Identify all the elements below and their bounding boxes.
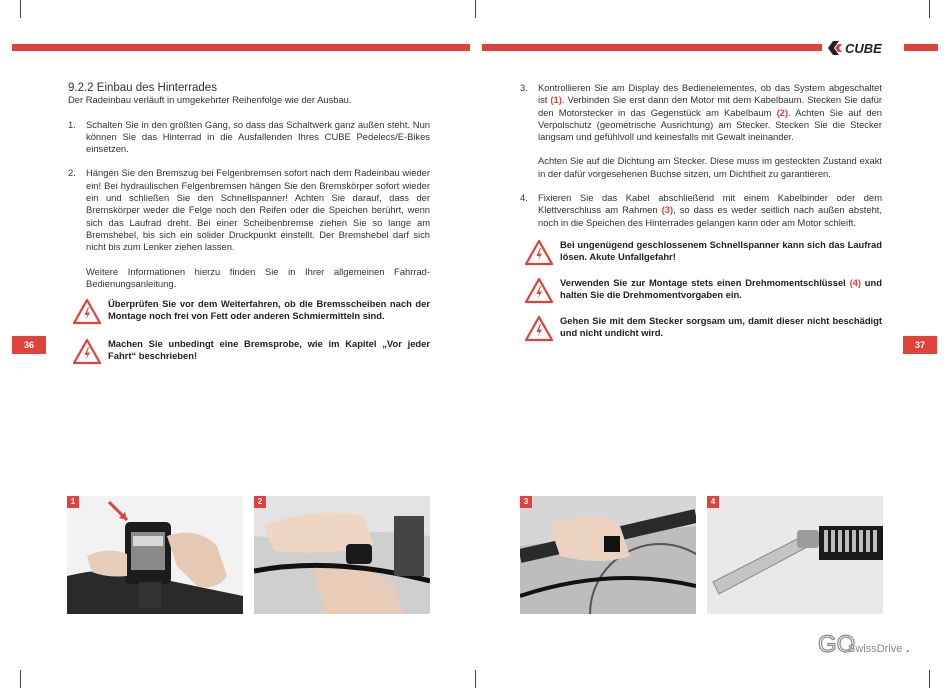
step-text: Schalten Sie in den größten Gang, so dass das Schaltwerk ganz außen steht. Nun können Sie das Hinterrad in die Ausfallenden Ihres CUBE Pedelecs/E-Bikes einsetzen. — [86, 118, 430, 155]
photo-number: 4 — [707, 496, 719, 508]
step-text: . Achten Sie auf den Verpolschutz (geometrische Ausrichtung) am Stecker. Stecken Sie die Stecker langsam und gefühlvoll und keinesfalls mit Gewalt ineinander. — [538, 106, 883, 143]
photo-connector-plug — [254, 496, 430, 614]
warning-text: Machen Sie unbedingt eine Bremsprobe, wie im Kapitel „Vor jeder Fahrt“ beschrieben! — [108, 338, 430, 362]
photo-cable-frame — [520, 496, 696, 614]
step-text: , so dass es weder seitlich nach außen absteht, noch in die Speichen des Hinterrades gelangen kann oder am Motor schleift. — [538, 204, 882, 228]
warning-triangle-icon — [524, 277, 554, 304]
step-number: 1. — [68, 118, 76, 130]
warning-5 — [520, 315, 882, 349]
right-column — [520, 82, 882, 349]
step-number: 3. — [520, 82, 528, 93]
warning-text: Überprüfen Sie vor dem Weiterfahren, ob die Bremsscheiben nach der Montage noch frei von Fett oder anderen Schmiermitteln sind. — [108, 298, 430, 322]
page-number-right: 37 — [903, 336, 937, 354]
intro-text: Der Radeinbau verläuft in umgekehrter Reihenfolge wie der Ausbau. — [68, 94, 352, 106]
step-text: Hängen Sie den Bremszug bei Felgenbremsen sofort nach dem Radeinbau wieder ein! Bei hydraulischen Felgenbremsen hängen Sie den Bremskörper sofort wieder ein und schließen Sie den Schnellspanner! Achten Sie darauf, dass der Bremskörper weder die Felge noch den Reifen oder die Speichen berührt, wenn sich das Laufrad dreht. Bei einer Scheibenbremse ziehen Sie so lange am Bremshebel, bis sich ein solider Druckpunkt einstellt. Der Bremshebel darf sich nicht bis zum Lenker ziehen lassen. — [86, 167, 430, 253]
ref-number: (3) — [661, 204, 674, 216]
header-bar-right — [482, 44, 822, 51]
photo-number: 3 — [520, 496, 532, 508]
warning-triangle-icon — [72, 338, 102, 365]
step-4 — [520, 192, 882, 229]
section-heading: 9.2.2 Einbau des Hinterrades — [68, 82, 217, 94]
warning-1 — [68, 298, 430, 332]
warning-triangle-icon — [524, 315, 554, 342]
go-logo-text: SwissDrive — [848, 643, 903, 655]
step-1 — [68, 119, 430, 156]
step-text: Kontrollieren Sie am Display des Bedienelementes, ob das System abgeschaltet ist — [538, 82, 882, 106]
header-bar-left — [12, 44, 470, 51]
cube-logo-text: CUBE — [845, 41, 882, 56]
note-text: Weitere Informationen hierzu finden Sie in Ihrer allgemeinen Fahrrad-Bedienungsanleitung. — [86, 265, 430, 289]
warning-3 — [520, 239, 882, 273]
warning-2 — [68, 338, 430, 372]
step-number: 4. — [520, 192, 528, 204]
page-number-left: 36 — [12, 336, 46, 354]
ref-number: (1) — [550, 94, 562, 106]
left-column — [68, 82, 430, 372]
go-logo-mark: GO — [818, 631, 856, 658]
warning-triangle-icon — [524, 239, 554, 266]
go-swissdrive-logo — [818, 628, 914, 658]
warning-text: Gehen Sie mit dem Stecker sorgsam um, damit dieser nicht beschädigt und nicht undicht wird. — [560, 314, 882, 339]
photo-display-unit — [67, 496, 243, 614]
step-text: . Verbinden Sie erst dann den Motor mit dem Kabelbaum. Stecken Sie dafür den Motorstecker in das Gegenstück am Kabelbaum — [538, 94, 882, 118]
crop-mark — [929, 670, 930, 688]
photo-number: 2 — [254, 496, 266, 508]
header-bar-end — [904, 44, 938, 51]
warning-text: und halten Sie die Drehmomentvorgaben ein. — [560, 276, 882, 301]
step-text: Fixieren Sie das Kabel abschließend mit einem Kabelbinder oder dem Klettverschluss am Rahmen — [538, 192, 882, 216]
crop-mark — [20, 670, 21, 688]
ref-number: (2) — [776, 106, 789, 118]
warning-triangle-icon — [72, 298, 102, 325]
photo-torque-wrench — [707, 496, 883, 614]
warning-4 — [520, 277, 882, 311]
step3-note: Achten Sie auf die Dichtung am Stecker. Diese muss im gesteckten Zustand exakt in der dafür vorgesehenen Buchse sitzen, um Dichtheit zu garantieren. — [538, 155, 882, 179]
crop-mark — [475, 0, 476, 18]
warning-text: Verwenden Sie zur Montage stets einen Drehmomentschlüssel — [560, 276, 850, 288]
go-logo-dot: . — [906, 641, 910, 655]
step-3 — [520, 82, 882, 143]
crop-mark — [20, 0, 21, 18]
cube-logo — [826, 38, 902, 58]
step-2 — [68, 167, 430, 253]
crop-mark — [475, 670, 476, 688]
step-number: 2. — [68, 167, 76, 179]
crop-mark — [929, 0, 930, 18]
warning-text: Bei ungenügend geschlossenem Schnellspanner kann sich das Laufrad lösen. Akute Unfallgefahr! — [560, 238, 882, 263]
photo-number: 1 — [67, 496, 79, 508]
ref-number: (4) — [849, 276, 862, 288]
